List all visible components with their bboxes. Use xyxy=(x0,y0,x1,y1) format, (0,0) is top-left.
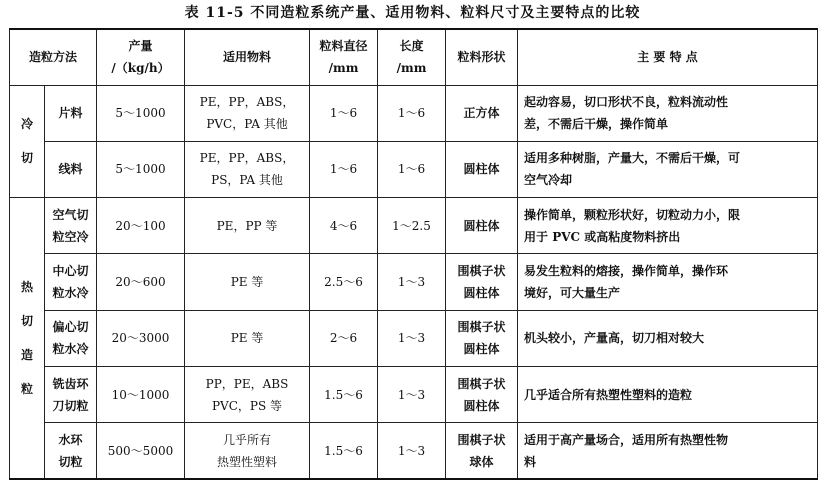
header-length xyxy=(378,29,446,85)
group-hot-cut xyxy=(10,198,45,479)
table-row xyxy=(10,423,818,479)
method-name-line: 铣齿环 xyxy=(52,376,89,391)
features-line: 料 xyxy=(524,454,537,469)
shape-line: 围棋子状 xyxy=(457,320,506,335)
features-cell xyxy=(518,141,818,197)
table-row xyxy=(10,198,818,254)
group-hot-cut-char: 切 xyxy=(20,314,33,329)
method-name-line: 中心切 xyxy=(52,263,89,278)
table-caption: 表 11-5 不同造粒系统产量、适用物料、粒料尺寸及主要特点的比较 xyxy=(184,5,641,21)
material-cell xyxy=(185,423,310,479)
header-method: 造粒方法 xyxy=(10,29,97,85)
header-shape: 粒料形状 xyxy=(446,29,518,85)
method-name xyxy=(45,366,97,422)
material-line: PE，PP 等 xyxy=(216,218,278,233)
header-output-line1: 产量 xyxy=(128,39,153,54)
shape-line: 正方体 xyxy=(463,106,500,121)
shape-line: 围棋子状 xyxy=(457,432,506,447)
material-line: PVC，PA 其他 xyxy=(206,117,288,132)
output-cell: 5～1000 xyxy=(97,85,185,141)
method-name-line: 粒水冷 xyxy=(52,342,89,357)
features-line: 起动容易，切口形状不良，粒料流动性 xyxy=(524,95,729,110)
diameter-cell: 1.5～6 xyxy=(310,366,378,422)
material-line: PP，PE，ABS xyxy=(205,376,289,391)
method-name-line: 空气切 xyxy=(52,207,89,222)
shape-line: 圆柱体 xyxy=(463,398,500,413)
shape-line: 圆柱体 xyxy=(463,342,500,357)
shape-line: 圆柱体 xyxy=(463,218,500,233)
group-hot-cut-char: 热 xyxy=(20,280,33,295)
method-name-line: 水环 xyxy=(58,432,83,447)
material-line: PE，PP，ABS， xyxy=(199,95,295,110)
group-hot-cut-char: 造 xyxy=(20,348,33,363)
method-name xyxy=(45,254,97,310)
diameter-cell: 1～6 xyxy=(310,85,378,141)
output-cell: 20～100 xyxy=(97,198,185,254)
output-cell: 20～600 xyxy=(97,254,185,310)
material-cell xyxy=(185,254,310,310)
table-row xyxy=(10,254,818,310)
shape-cell xyxy=(446,310,518,366)
method-name-line: 偏心切 xyxy=(52,320,89,335)
header-row xyxy=(10,29,818,85)
header-output xyxy=(97,29,185,85)
method-name-line: 片料 xyxy=(58,106,83,121)
shape-cell xyxy=(446,254,518,310)
features-cell xyxy=(518,366,818,422)
diameter-cell: 1.5～6 xyxy=(310,423,378,479)
method-name xyxy=(45,198,97,254)
length-cell: 1～3 xyxy=(378,310,446,366)
method-name xyxy=(45,85,97,141)
comparison-table xyxy=(9,28,818,480)
shape-line: 围棋子状 xyxy=(457,376,506,391)
features-cell xyxy=(518,310,818,366)
output-cell: 5～1000 xyxy=(97,141,185,197)
shape-cell xyxy=(446,141,518,197)
features-line: 几乎适合所有热塑性塑料的造粒 xyxy=(524,387,693,402)
diameter-cell: 1～6 xyxy=(310,141,378,197)
header-material: 适用物料 xyxy=(185,29,310,85)
shape-cell xyxy=(446,85,518,141)
length-cell: 1～3 xyxy=(378,366,446,422)
diameter-cell: 2～6 xyxy=(310,310,378,366)
features-cell xyxy=(518,85,818,141)
method-name xyxy=(45,141,97,197)
material-line: 热塑性塑料 xyxy=(217,454,278,469)
header-diameter-line2: /mm xyxy=(328,61,359,76)
material-line: PE 等 xyxy=(230,274,264,289)
method-name xyxy=(45,310,97,366)
features-line: 适用多种树脂，产量大，不需后干燥，可 xyxy=(524,151,741,166)
table-row xyxy=(10,366,818,422)
material-cell xyxy=(185,310,310,366)
features-line: 用于 PVC 或高粘度物料挤出 xyxy=(524,229,681,244)
method-name xyxy=(45,423,97,479)
material-cell xyxy=(185,366,310,422)
header-output-line2: /（kg/h） xyxy=(111,61,170,76)
features-line: 差，不需后干燥，操作简单 xyxy=(524,117,669,132)
method-name-line: 粒水冷 xyxy=(52,285,89,300)
method-name-line: 切粒 xyxy=(58,454,83,469)
group-cold-cut-char: 冷 xyxy=(20,117,33,132)
length-cell: 1～2.5 xyxy=(378,198,446,254)
material-line: PVC，PS 等 xyxy=(211,398,283,413)
shape-line: 球体 xyxy=(469,454,494,469)
length-cell: 1～6 xyxy=(378,141,446,197)
features-line: 境好，可大量生产 xyxy=(524,285,621,300)
material-line: PE，PP，ABS， xyxy=(199,151,295,166)
shape-line: 圆柱体 xyxy=(463,285,500,300)
material-cell xyxy=(185,198,310,254)
features-cell xyxy=(518,198,818,254)
method-name-line: 粒空冷 xyxy=(52,229,89,244)
shape-cell xyxy=(446,198,518,254)
output-cell: 20～3000 xyxy=(97,310,185,366)
table-row xyxy=(10,310,818,366)
header-length-line2: /mm xyxy=(396,61,427,76)
shape-cell xyxy=(446,423,518,479)
method-name-line: 线料 xyxy=(58,162,83,177)
group-hot-cut-char: 粒 xyxy=(20,382,33,397)
material-line: PE 等 xyxy=(230,331,264,346)
diameter-cell: 2.5～6 xyxy=(310,254,378,310)
output-cell: 10～1000 xyxy=(97,366,185,422)
features-line: 易发生粒料的熔接，操作简单，操作环 xyxy=(524,263,729,278)
table-row xyxy=(10,141,818,197)
shape-line: 围棋子状 xyxy=(457,263,506,278)
table-row xyxy=(10,85,818,141)
length-cell: 1～3 xyxy=(378,254,446,310)
material-line: 几乎所有 xyxy=(223,432,272,447)
features-line: 机头较小，产量高，切刀相对较大 xyxy=(524,331,705,346)
features-line: 适用于高产量场合，适用所有热塑性物 xyxy=(524,432,729,447)
shape-line: 圆柱体 xyxy=(463,162,500,177)
method-name-line: 刀切粒 xyxy=(52,398,89,413)
header-length-line1: 长度 xyxy=(399,39,424,54)
shape-cell xyxy=(446,366,518,422)
features-cell xyxy=(518,423,818,479)
material-line: PS，PA 其他 xyxy=(211,173,283,188)
material-cell xyxy=(185,141,310,197)
header-features: 主 要 特 点 xyxy=(518,29,818,85)
length-cell: 1～6 xyxy=(378,85,446,141)
material-cell xyxy=(185,85,310,141)
length-cell: 1～3 xyxy=(378,423,446,479)
header-diameter-line1: 粒料直径 xyxy=(319,39,368,54)
features-line: 操作简单，颗粒形状好，切粒动力小，限 xyxy=(524,207,741,222)
features-cell xyxy=(518,254,818,310)
output-cell: 500～5000 xyxy=(97,423,185,479)
group-cold-cut-char: 切 xyxy=(20,151,33,166)
diameter-cell: 4～6 xyxy=(310,198,378,254)
header-diameter xyxy=(310,29,378,85)
group-cold-cut xyxy=(10,85,45,198)
features-line: 空气冷却 xyxy=(524,173,573,188)
